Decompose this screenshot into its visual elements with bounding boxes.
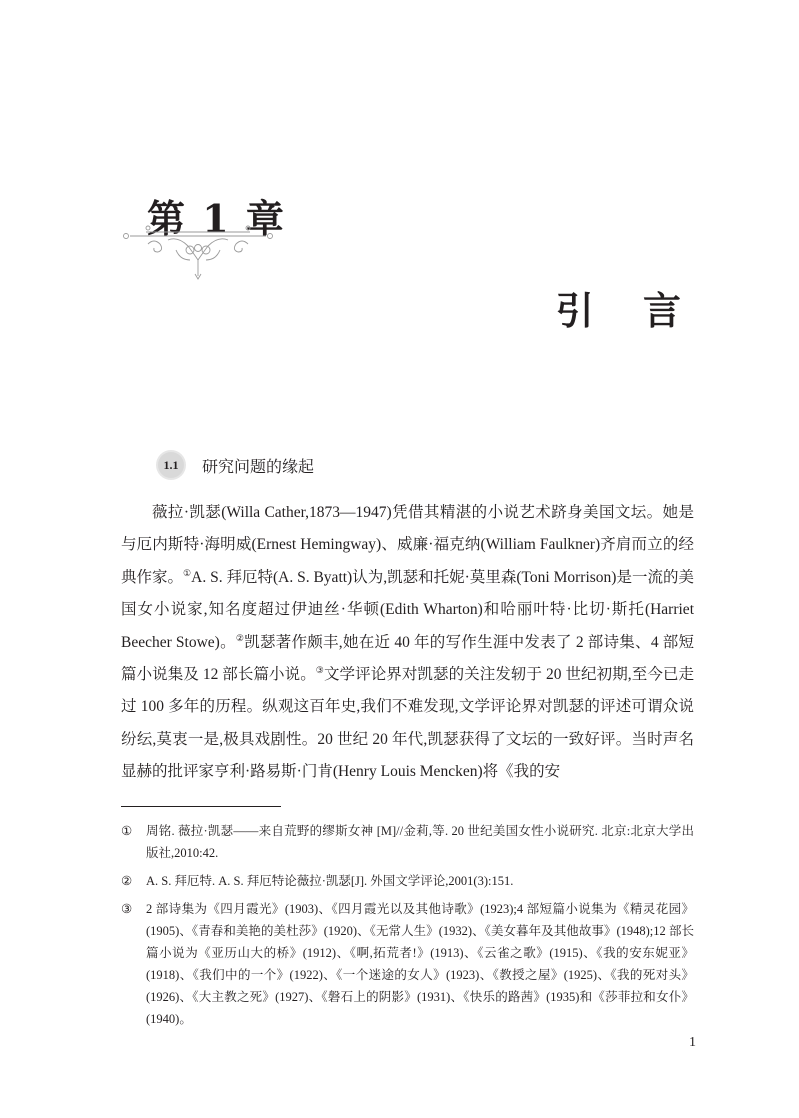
footnotes — [121, 820, 694, 1036]
footnote-divider — [121, 806, 281, 807]
footnote-item — [121, 820, 694, 864]
section-heading — [158, 452, 314, 478]
body-paragraph — [121, 497, 694, 789]
section-title: 研究问题的缘起 — [202, 456, 315, 476]
footnote-mark: ③ — [121, 902, 133, 916]
body-text-3: 凯瑟著作颇丰,她在近 40 年的写作生涯中发表了 2 部诗集、4 部短篇小说集及 12 部长篇小说。 — [121, 633, 694, 684]
footnote-item — [121, 870, 694, 892]
footnote-text: A. S. 拜厄特. A. S. 拜厄特论薇拉·凯瑟[J]. 外国文学评论,2001(3):151. — [146, 874, 514, 888]
page-number: 1 — [689, 1035, 696, 1050]
section-number-badge: 1.1 — [158, 452, 184, 478]
chapter-title: 引 言 — [555, 288, 699, 333]
footnote-item — [121, 898, 694, 1030]
footnote-ref-2[interactable]: ② — [235, 632, 245, 643]
body-text-4: 文学评论界对凯瑟的关注发轫于 20 世纪初期,至今已走过 100 多年的历程。纵观这百年史,我们不难发现,文学评论界对凯瑟的评述可谓众说纷纭,莫衷一是,极具戏剧性。20 世纪 20 年代,凯瑟获得了文坛的一致好评。当时声名显赫的批评家亨利·路易斯·门肯(Henry Louis Mencken)将《我的安 — [121, 666, 694, 781]
footnote-mark: ① — [121, 824, 133, 838]
footnote-text: 周铭. 薇拉·凯瑟——来自荒野的缪斯女神 [M]//金莉,等. 20 世纪美国女性小说研究. 北京:北京大学出版社,2010:42. — [146, 824, 694, 860]
ornament-flourish-icon — [118, 222, 278, 282]
footnote-ref-3[interactable]: ③ — [315, 664, 324, 675]
chapter-label: 第 1 章 — [147, 196, 286, 241]
body-text-1: 薇拉·凯瑟(Willa Cather,1873—1947)凭借其精湛的小说艺术跻身美国文坛。她是与厄内斯特·海明威(Ernest Hemingway)、威廉·福克纳(William Faulkner)齐肩而立的经典作家。 — [121, 504, 694, 586]
footnote-mark: ② — [121, 874, 133, 888]
footnote-ref-1[interactable]: ① — [183, 567, 192, 578]
footnote-text: 2 部诗集为《四月霞光》(1903)、《四月霞光以及其他诗歌》(1923);4 部短篇小说集为《精灵花园》(1905)、《青春和美艳的美杜莎》(1920)、《无常人生》(1932)、《美女暮年及其他故事》(1948);12 部长篇小说为《亚历山大的桥》(1912)、《啊,拓荒者!》(1913)、《云雀之歌》(1915)、《我的安东妮亚》(1918)、《我们中的一个》(1922)、《一个迷途的女人》(1923)、《教授之屋》(1925)、《我的死对头》(1926)、《大主教之死》(1927)、《磐石上的阴影》(1931)、《快乐的路茜》(1935)和《莎菲拉和女仆》(1940)。 — [146, 902, 694, 1026]
body-text-2: A. S. 拜厄特(A. S. Byatt)认为,凯瑟和托妮·莫里森(Toni Morrison)是一流的美国女小说家,知名度超过伊迪丝·华顿(Edith Wharton)和哈丽叶特·比切·斯托(Harriet Beecher Stowe)。 — [121, 568, 694, 651]
